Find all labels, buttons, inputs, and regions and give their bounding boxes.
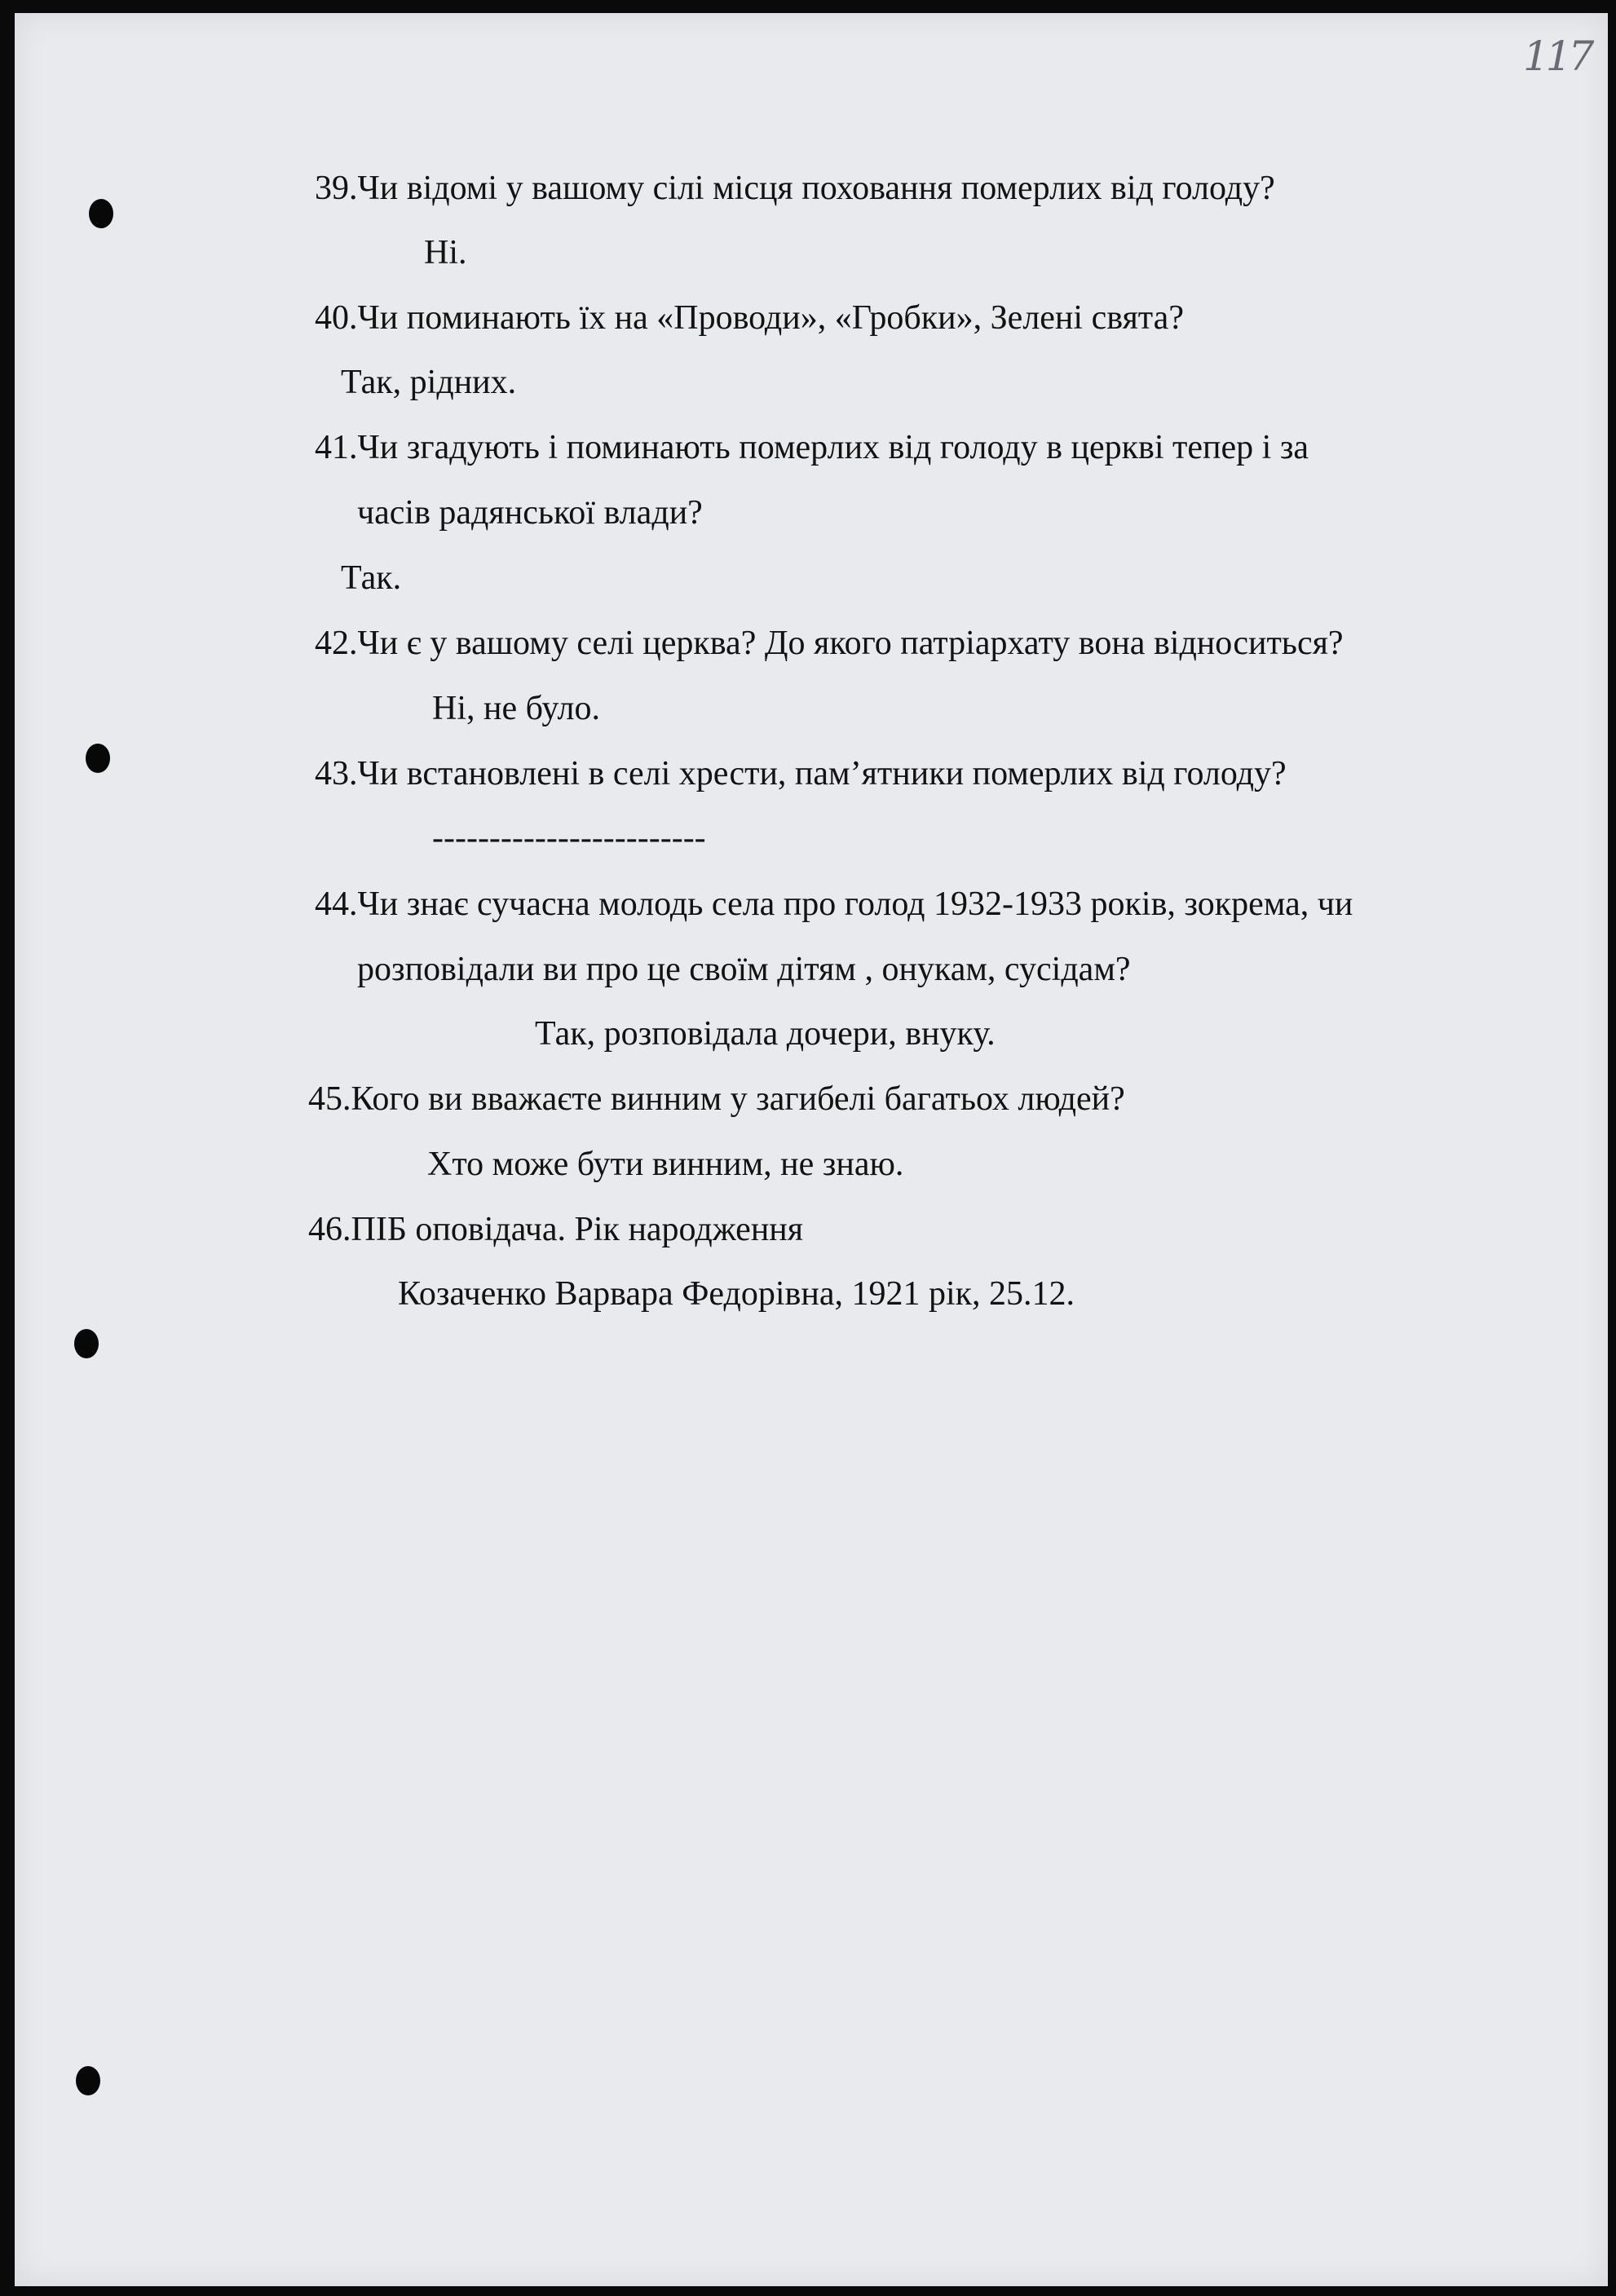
question-41 xyxy=(315,430,1309,465)
answer-43: ------------------------ xyxy=(432,819,706,857)
punch-hole xyxy=(86,744,110,773)
answer-39: Ні. xyxy=(424,234,467,272)
question-number: 42. xyxy=(315,625,358,662)
answer-46: Козаченко Варвара Федорівна, 1921 рік, 25.12. xyxy=(398,1275,1075,1313)
question-text: Кого ви вважаєте винним у загибелі багатьох людей? xyxy=(351,1080,1125,1118)
question-number: 41. xyxy=(315,429,358,466)
question-number: 40. xyxy=(315,299,358,337)
question-text: Чи відомі у вашому сілі місця поховання померлих від голоду? xyxy=(357,170,1275,207)
punch-hole xyxy=(74,1329,99,1358)
question-41-continued: часів радянської влади? xyxy=(357,494,703,532)
answer-45: Хто може бути винним, не знаю. xyxy=(427,1146,904,1183)
question-number: 44. xyxy=(315,885,358,923)
answer-41: Так. xyxy=(341,559,402,597)
question-40 xyxy=(315,301,1184,335)
question-number: 43. xyxy=(315,755,358,793)
question-42 xyxy=(315,626,1344,660)
answer-42: Ні, не було. xyxy=(432,690,601,727)
question-text: Чи поминають їх на «Проводи», «Гробки», Зелені свята? xyxy=(357,299,1184,337)
question-43 xyxy=(315,757,1287,791)
question-text: Чи є у вашому селі церква? До якого патріархату вона відноситься? xyxy=(357,625,1344,662)
question-number: 45. xyxy=(308,1080,351,1118)
question-text: ПІБ оповідача. Рік народження xyxy=(351,1211,804,1248)
answer-40: Так, рідних. xyxy=(341,364,517,401)
question-number: 46. xyxy=(308,1211,351,1248)
question-44-continued: розповідали ви про це своїм дітям , онукам, сусідам? xyxy=(357,951,1131,988)
question-number: 39. xyxy=(315,170,358,207)
question-45 xyxy=(308,1082,1125,1116)
question-text: Чи встановлені в селі хрести, пам’ятники померлих від голоду? xyxy=(357,755,1287,793)
answer-44: Так, розповідала дочери, внуку. xyxy=(535,1015,996,1053)
question-39 xyxy=(315,171,1275,205)
question-text: Чи знає сучасна молодь села про голод 1932-1933 років, зокрема, чи xyxy=(357,885,1353,923)
question-44 xyxy=(315,887,1353,921)
punch-hole xyxy=(89,199,113,228)
question-text: Чи згадують і поминають померлих від голоду в церкві тепер і за xyxy=(357,429,1309,466)
question-46 xyxy=(308,1212,803,1247)
page-number: 117 xyxy=(1523,33,1592,80)
punch-hole xyxy=(76,2066,100,2095)
